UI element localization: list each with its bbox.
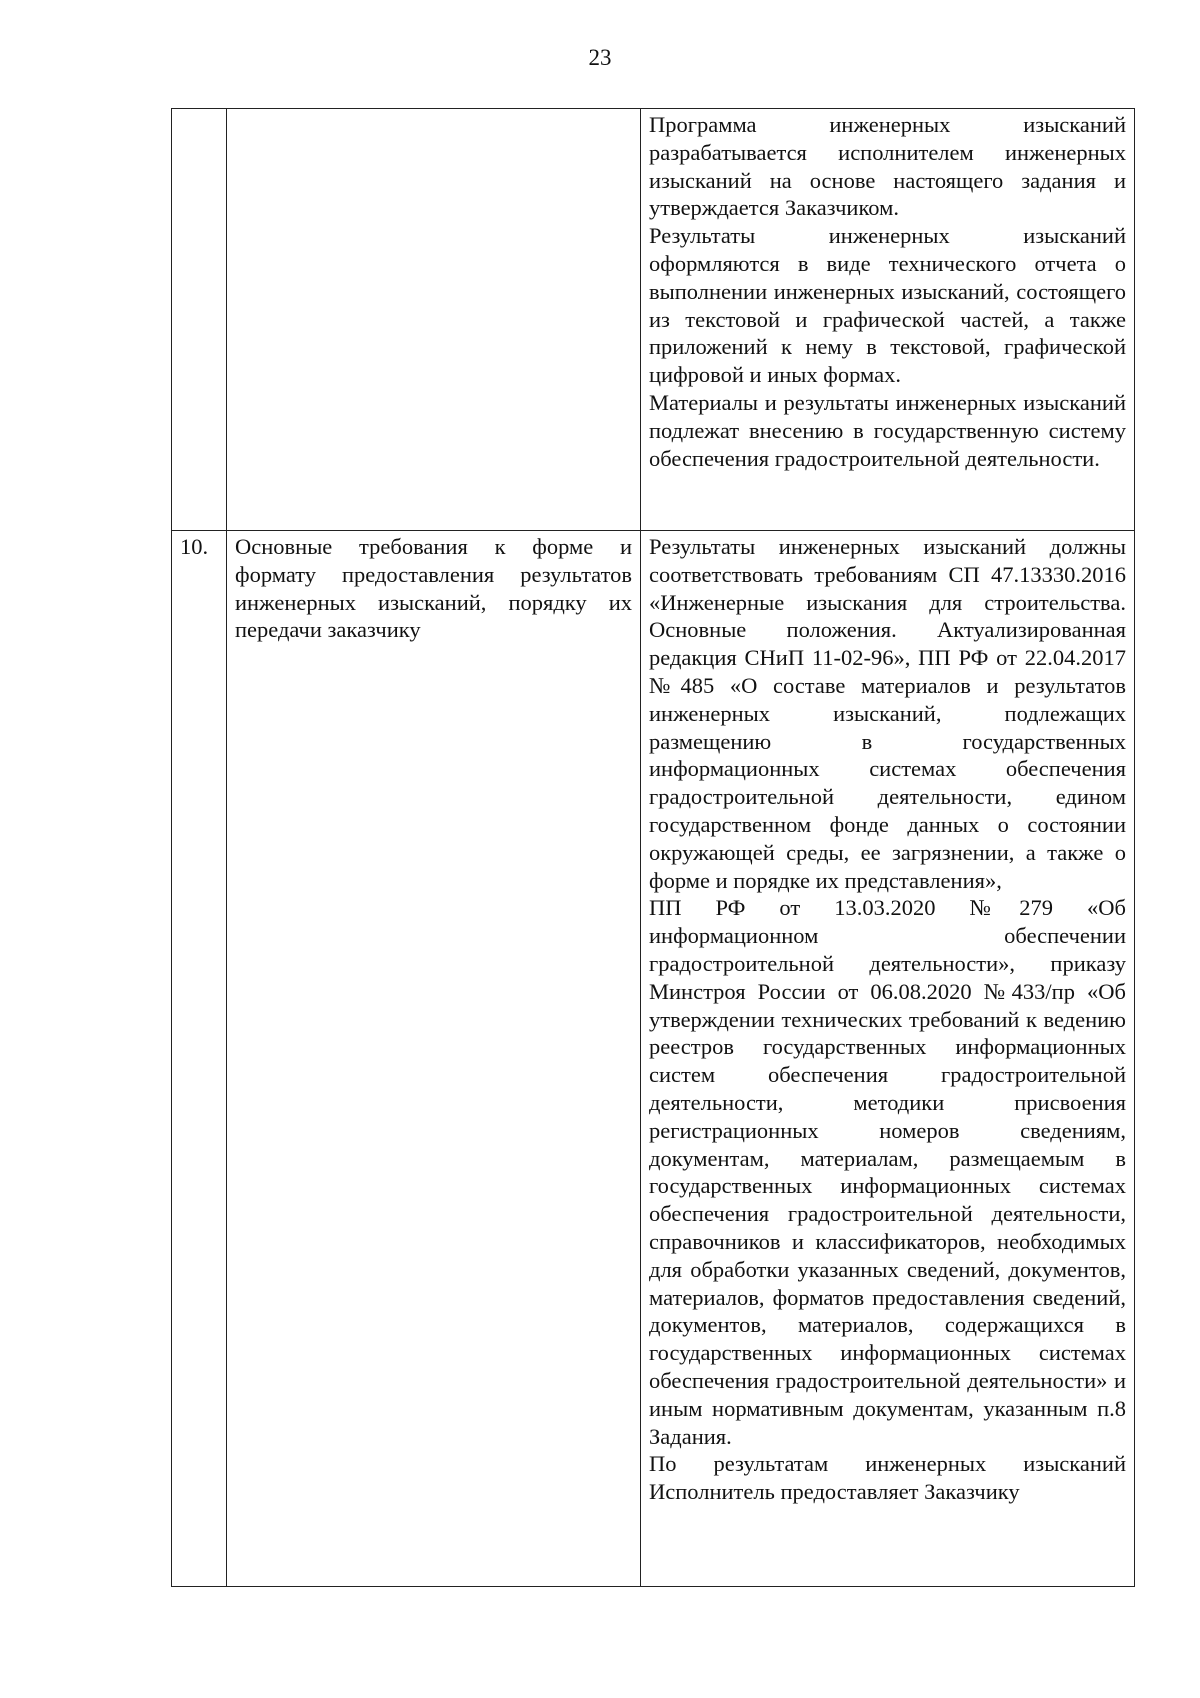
row-value-cell bbox=[641, 109, 1135, 531]
paragraph: По результатам инженерных изысканий Исполнитель предоставляет Заказчику bbox=[649, 1451, 1126, 1505]
paragraph: Результаты инженерных изысканий должны соответствовать требованиям СП 47.13330.2016 «Инженерные изыскания для строительства. Основные положения. Актуализированная редакция СНиП 11-02-96», ПП РФ от 22.04.2017 №485 «О составе материалов и результатов инженерных изысканий, подлежащих размещению в государственных информационных системах обеспечения градостроительной деятельности, едином государственном фонде данных о состоянии окружающей среды, ее загрязнении, а также о форме и порядке их представления», bbox=[649, 534, 1126, 893]
row-name-cell bbox=[227, 109, 641, 531]
row-number-cell: 10. bbox=[172, 531, 227, 1587]
table-row bbox=[172, 109, 1135, 531]
page-number: 23 bbox=[588, 45, 612, 70]
paragraph: ПП РФ от 13.03.2020 №279 «Об информационном обеспечении градостроительной деятельности», приказу Минстроя России от 06.08.2020 №433/пр «Об утверждении технических требований к ведению реестров государственных информационных систем обеспечения градостроительной деятельности, методики присвоения регистрационных номеров сведениям, документам, материалам, размещаемым в государственных информационных системах обеспечения градостроительной деятельности, справочников и классификаторов, необходимых для обработки указанных сведений, документов, материалов, форматов предоставления сведений, документов, материалов, содержащихся в государственных информационных системах обеспечения градостроительной деятельности» и иным нормативным документам, указанным п.8 Задания. bbox=[649, 895, 1126, 1449]
row-value-cell bbox=[641, 531, 1135, 1587]
paragraph: Результаты инженерных изысканий оформляются в виде технического отчета о выполнении инженерных изысканий, состоящего из текстовой и графической частей, а также приложений к нему в текстовой, графической цифровой и иных формах. bbox=[649, 223, 1126, 388]
requirements-table bbox=[171, 108, 1135, 1587]
paragraph: Материалы и результаты инженерных изысканий подлежат внесению в государственную систему обеспечения градостроительной деятельности. bbox=[649, 389, 1126, 471]
row-number-cell bbox=[172, 109, 227, 531]
row-name-cell: Основные требования к форме и формату предоставления результатов инженерных изысканий, порядку их передачи заказчику bbox=[227, 531, 641, 1587]
table-row bbox=[172, 531, 1135, 1587]
paragraph: Программа инженерных изысканий разрабатывается исполнителем инженерных изысканий на основе настоящего задания и утверждается Заказчиком. bbox=[649, 112, 1126, 221]
